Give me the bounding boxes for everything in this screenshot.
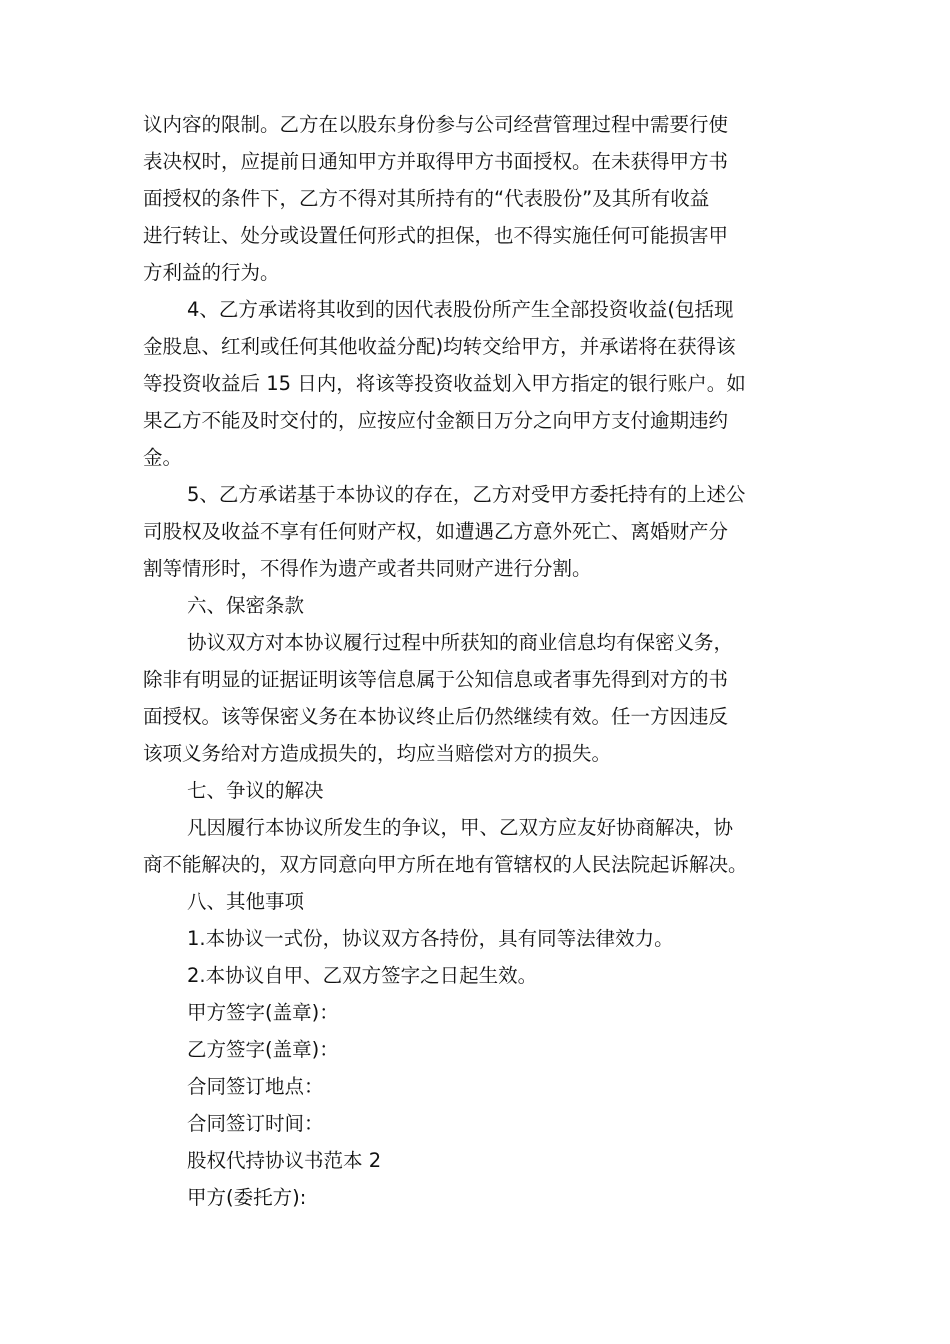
paragraph — [143, 957, 823, 994]
text-line: 割等情形时，不得作为遗产或者共同财产进行分割。 — [143, 557, 592, 580]
text-line: 乙方签字(盖章)： — [187, 1038, 339, 1061]
text-line: 面授权的条件下，乙方不得对其所持有的“代表股份”及其所有收益 — [143, 187, 710, 210]
text-line: 除非有明显的证据证明该等信息属于公知信息或者事先得到对方的书 — [143, 668, 729, 691]
paragraph — [143, 624, 823, 772]
paragraph — [143, 883, 823, 920]
paragraph — [143, 106, 823, 291]
text-line: 甲方签字(盖章)： — [187, 1001, 339, 1024]
text-line: 六、保密条款 — [187, 594, 305, 617]
text-line: 凡因履行本协议所发生的争议，甲、乙双方应友好协商解决，协 — [187, 816, 734, 839]
text-line: 八、其他事项 — [187, 890, 305, 913]
paragraph — [143, 994, 823, 1031]
text-line: 4、乙方承诺将其收到的因代表股份所产生全部投资收益(包括现 — [187, 298, 734, 321]
paragraph — [143, 1179, 823, 1216]
text-line: 进行转让、处分或设置任何形式的担保，也不得实施任何可能损害甲 — [143, 224, 729, 247]
text-line: 股权代持协议书范本 2 — [187, 1149, 382, 1172]
paragraph — [143, 920, 823, 957]
text-line: 金。 — [143, 446, 183, 469]
text-line: 协议双方对本协议履行过程中所获知的商业信息均有保密义务， — [187, 631, 734, 654]
text-line: 合同签订地点： — [187, 1075, 324, 1098]
text-line: 该项义务给对方造成损失的，均应当赔偿对方的损失。 — [143, 742, 612, 765]
text-line: 表决权时，应提前日通知甲方并取得甲方书面授权。在未获得甲方书 — [143, 150, 729, 173]
paragraph — [143, 587, 823, 624]
text-line: 司股权及收益不享有任何财产权，如遭遇乙方意外死亡、离婚财产分 — [143, 520, 729, 543]
text-line: 合同签订时间： — [187, 1112, 324, 1135]
text-line: 方利益的行为。 — [143, 261, 280, 284]
text-line: 议内容的限制。乙方在以股东身份参与公司经营管理过程中需要行使 — [143, 113, 729, 136]
text-line: 面授权。该等保密义务在本协议终止后仍然继续有效。任一方因违反 — [143, 705, 729, 728]
text-line: 果乙方不能及时交付的，应按应付金额日万分之向甲方支付逾期违约 — [143, 409, 729, 432]
paragraph — [143, 809, 823, 883]
text-line: 等投资收益后 15 日内，将该等投资收益划入甲方指定的银行账户。如 — [143, 372, 746, 395]
text-line: 金股息、红利或任何其他收益分配)均转交给甲方，并承诺将在获得该 — [143, 335, 736, 358]
paragraph — [143, 1031, 823, 1068]
text-line: 七、争议的解决 — [187, 779, 324, 802]
paragraph — [143, 772, 823, 809]
text-line: 商不能解决的，双方同意向甲方所在地有管辖权的人民法院起诉解决。 — [143, 853, 748, 876]
paragraph — [143, 1068, 823, 1105]
text-line: 甲方(委托方): — [187, 1186, 307, 1209]
text-line: 5、乙方承诺基于本协议的存在，乙方对受甲方委托持有的上述公 — [187, 483, 746, 506]
paragraph — [143, 476, 823, 587]
text-line: 1.本协议一式份，协议双方各持份，具有同等法律效力。 — [187, 927, 674, 950]
paragraph — [143, 1105, 823, 1142]
text-line: 2.本协议自甲、乙双方签字之日起生效。 — [187, 964, 538, 987]
paragraph — [143, 291, 823, 476]
document-body — [143, 106, 823, 1216]
paragraph — [143, 1142, 823, 1179]
